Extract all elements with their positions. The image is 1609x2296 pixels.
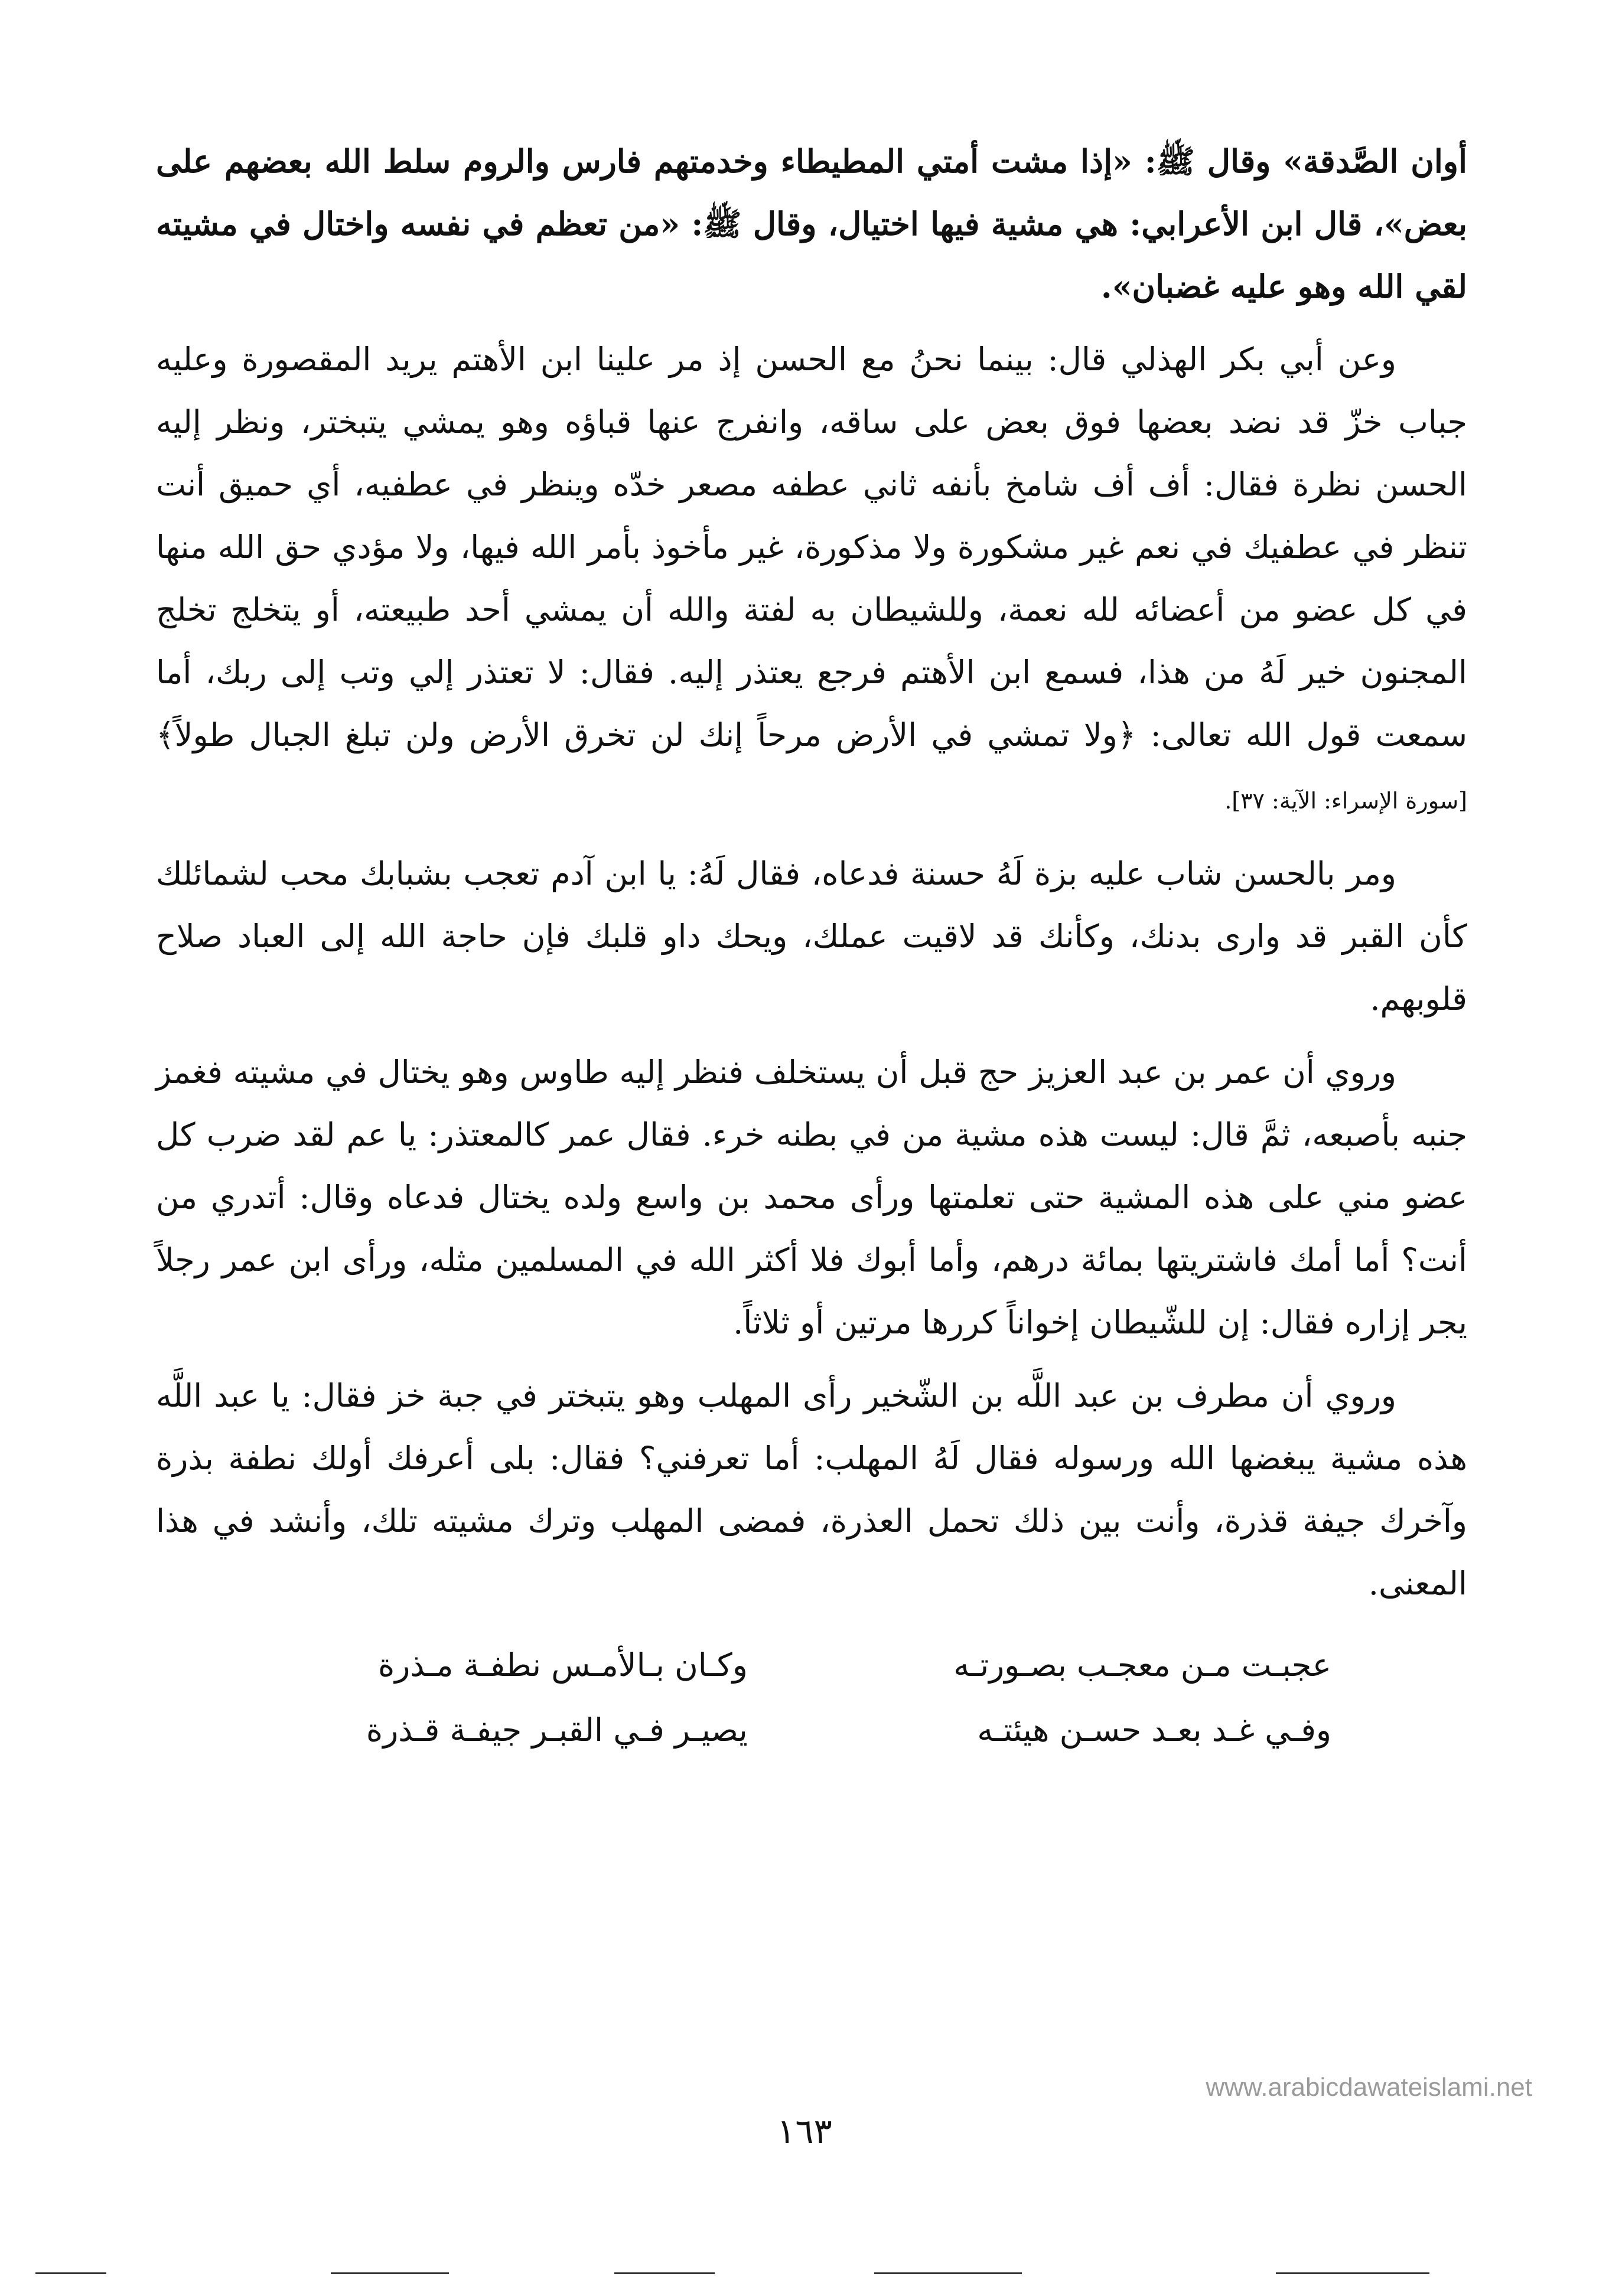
page-number: ١٦٣: [777, 2111, 832, 2151]
verse-1-first-hemistich: عجبـت مـن معجـب بصـورتـه: [953, 1646, 1331, 1684]
poem-verse-1: [156, 1633, 1467, 1698]
paragraph-4-text: وروي أن عمر بن عبد العزيز حج قبل أن يستخلف فنظر إليه طاوس وهو يختال في مشيته فغمز جنبه بأصبعه، ثمَّ قال: ليست هذه مشية من في بطنه خرء. فقال عمر كالمعتذر: يا عم لقد ضرب كل عضو مني على هذه المشية حتى تعلمتها ورأى محمد بن واسع ولده يختال فدعاه وقال: أتدري من أنت؟ أما أمك فاشتريتها بمائة درهم، وأما أبوك فلا أكثر الله في المسلمين مثله، ورأى ابن عمر رجلاً يجر إزاره فقال: إن للشّيطان إخواناً كررها مرتين أو ثلاثاً.: [156, 1054, 1467, 1341]
paragraph-1-text: أوان الصَّدقة» وقال ﷺ: «إذا مشت أمتي المطيطاء وخدمتهم فارس والروم سلط الله بعضهم على بعض»، قال ابن الأعرابي: هي مشية فيها اختيال، وقال ﷺ: «من تعظم في نفسه واختال في مشيته لقي الله وهو عليه غضبان».: [156, 142, 1467, 305]
bottom-edge-line: [614, 2272, 715, 2274]
paragraph-2: [156, 328, 1467, 832]
poem-verse-2: [156, 1698, 1467, 1763]
bottom-edge-line: [35, 2272, 106, 2274]
paragraph-1: [156, 130, 1467, 318]
bottom-edge-line: [1276, 2272, 1429, 2274]
paragraph-5: [156, 1365, 1467, 1615]
paragraph-4: [156, 1041, 1467, 1354]
paragraph-5-text: وروي أن مطرف بن عبد اللَّه بن الشّخير رأى المهلب وهو يتبختر في جبة خز فقال: يا عبد اللَّه هذه مشية يبغضها الله ورسوله فقال لَهُ المهلب: أما تعرفني؟ فقال: بلى أعرفك أولك نطفة بذرة وآخرك جيفة قذرة، وأنت بين ذلك تحمل العذرة، فمضى المهلب وترك مشيته تلك، وأنشد في هذا المعنى.: [156, 1377, 1467, 1602]
bottom-edge-line: [331, 2272, 449, 2274]
verse-2-second-hemistich: يصيـر فـي القبـر جيفـة قـذرة: [366, 1711, 748, 1749]
page-body: [156, 130, 1467, 1763]
paragraph-3: [156, 843, 1467, 1030]
poem: [156, 1633, 1467, 1763]
paragraph-2-text: وعن أبي بكر الهذلي قال: بينما نحنُ مع الحسن إذ مر علينا ابن الأهتم يريد المقصورة وعليه جباب خزّ قد نضد بعضها فوق بعض على ساقه، وانفرج عنها قباؤه وهو يمشي يتبختر، ونظر إليه الحسن نظرة فقال: أف أف شامخ بأنفه ثاني عطفه مصعر خدّه وينظر في عطفيه، أي حميق أنت تنظر في عطفيك في نعم غير مشكورة ولا مذكورة، غير مأخوذ بأمر الله فيها، ولا مؤدي حق الله منها في كل عضو من أعضائه لله نعمة، وللشيطان به لفتة والله أن يمشي أحد طبيعته، أو يتخلج تخلج المجنون خير لَهُ من هذا، فسمع ابن الأهتم فرجع يعتذر إليه. فقال: لا تعتذر إلي وتب إلى ربك، أما سمعت قول الله تعالى: ﴿ولا تمشي في الأرض مرحاً إنك لن تخرق الأرض ولن تبلغ الجبال طولاً﴾: [156, 341, 1467, 754]
verse-2-first-hemistich: وفـي غـد بعـد حسـن هيئتـه: [977, 1711, 1331, 1749]
paragraph-3-text: ومر بالحسن شاب عليه بزة لَهُ حسنة فدعاه، فقال لَهُ: يا ابن آدم تعجب بشبابك محب لشمائلك كأن القبر قد وارى بدنك، وكأنك قد لاقيت عملك، ويحك داو قلبك فإن حاجة الله إلى العباد صلاح قلوبهم.: [156, 855, 1467, 1017]
website-watermark: www.arabicdawateislami.net: [1206, 2073, 1532, 2102]
bottom-edge-line: [874, 2272, 1022, 2274]
quran-reference: [سورة الإسراء: الآية: ٣٧].: [1224, 788, 1467, 814]
verse-1-second-hemistich: وكـان بـالأمـس نطفـة مـذرة: [378, 1646, 748, 1684]
